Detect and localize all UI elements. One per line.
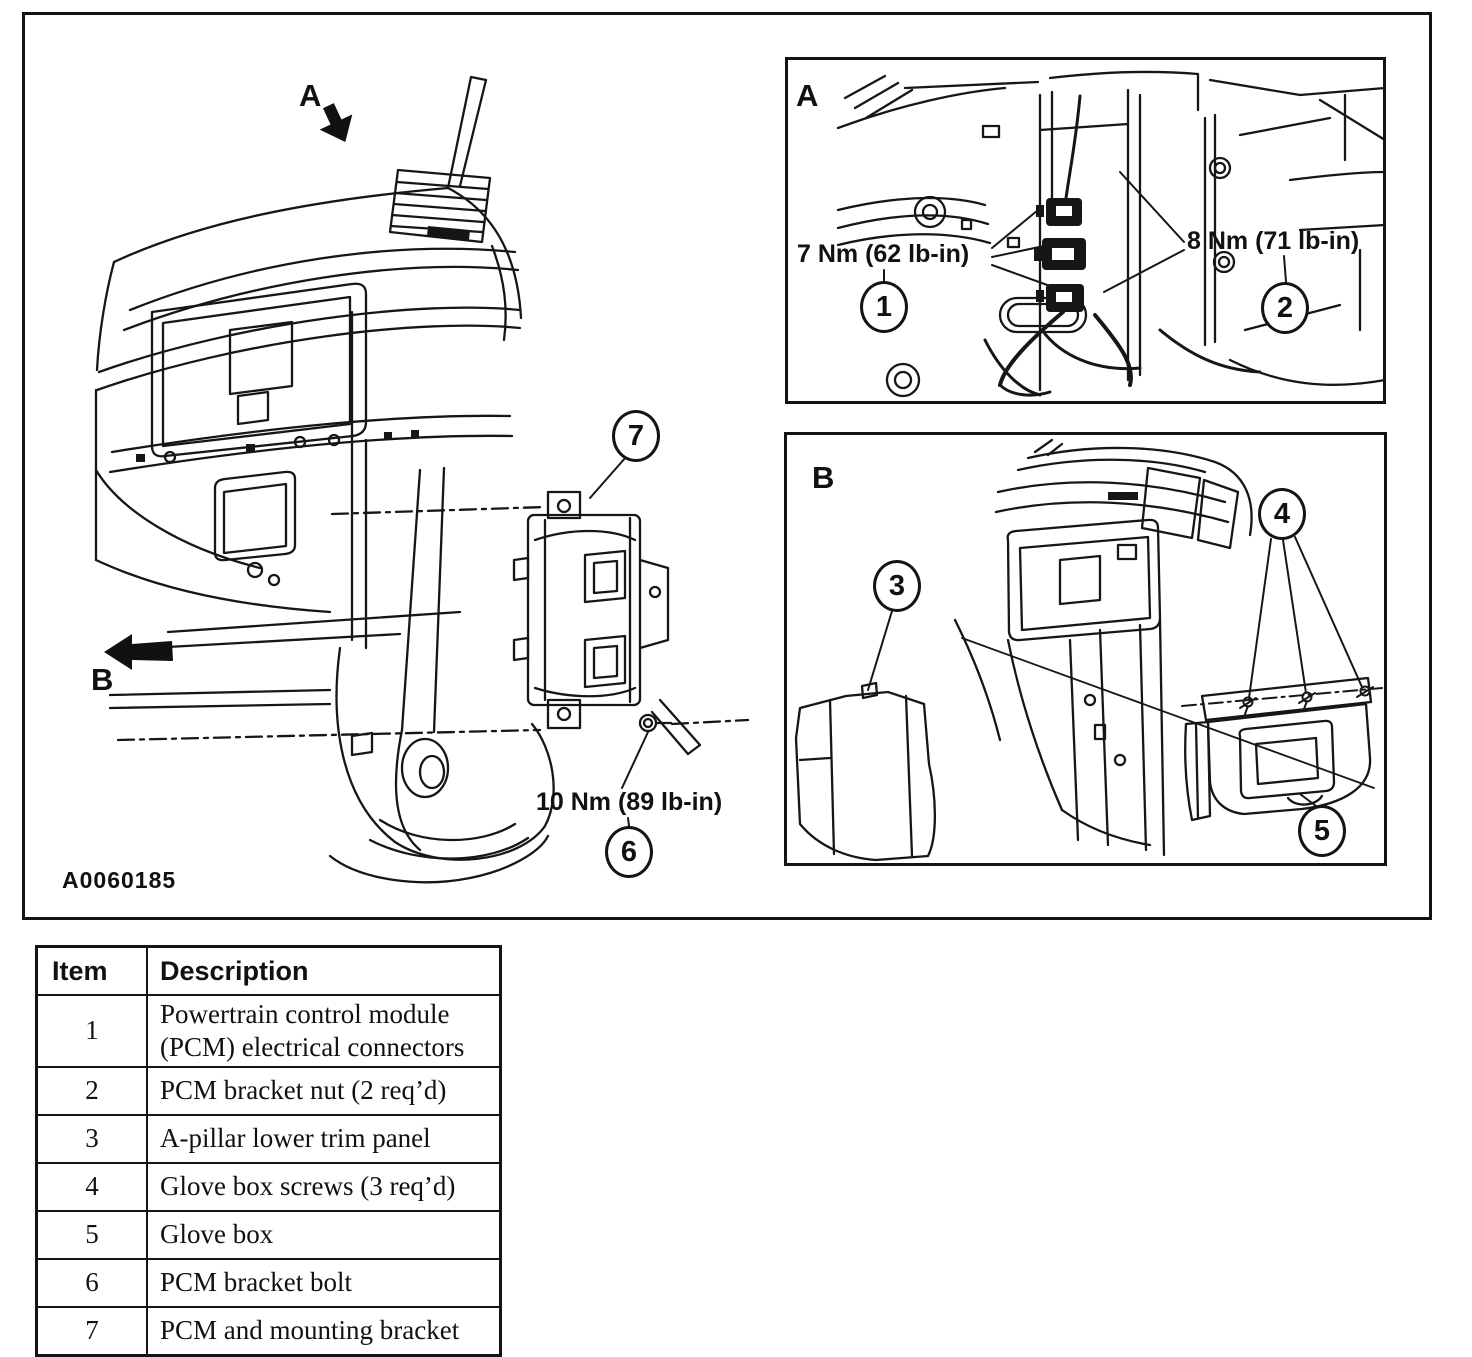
table-row [37, 1067, 501, 1115]
callout-7-pcm-bracket: 7 [612, 410, 660, 462]
item-description: Glove box screws (3 req’d) [147, 1163, 501, 1211]
item-description: PCM and mounting bracket [147, 1307, 501, 1356]
item-description: PCM bracket nut (2 req’d) [147, 1067, 501, 1115]
torque-label-connectors: 7 Nm (62 lb-in) [797, 240, 970, 268]
item-description: Powertrain control module (PCM) electrical connectors [147, 995, 501, 1067]
callout-4-glovebox-screws: 4 [1258, 488, 1306, 540]
item-description: Glove box [147, 1211, 501, 1259]
callout-5-glovebox: 5 [1298, 805, 1346, 857]
table-row [37, 1259, 501, 1307]
item-number: 2 [37, 1067, 148, 1115]
table-row [37, 1163, 501, 1211]
table-header-row [37, 947, 501, 996]
item-description: PCM bracket bolt [147, 1259, 501, 1307]
table-header-description: Description [147, 947, 501, 996]
table-row [37, 995, 501, 1067]
table-row [37, 1115, 501, 1163]
item-number: 6 [37, 1259, 148, 1307]
torque-label-pcm-bolt: 10 Nm (89 lb-in) [536, 788, 723, 816]
parts-table [35, 945, 502, 1357]
callout-3-apillar-trim: 3 [873, 560, 921, 612]
view-b-direction-arrow [104, 634, 173, 670]
table-row [37, 1307, 501, 1356]
callout-1-pcm-connectors: 1 [860, 281, 908, 333]
main-view-a-label: A [299, 78, 322, 113]
item-number: 3 [37, 1115, 148, 1163]
item-number: 1 [37, 995, 148, 1067]
item-description: A-pillar lower trim panel [147, 1115, 501, 1163]
figure-id-label: A0060185 [62, 867, 177, 893]
torque-label-bracket-nuts: 8 Nm (71 lb-in) [1187, 227, 1360, 255]
item-number: 5 [37, 1211, 148, 1259]
table-header-item: Item [37, 947, 148, 996]
inset-a-label: A [796, 78, 819, 113]
item-number: 7 [37, 1307, 148, 1356]
inset-b-label: B [812, 460, 835, 495]
callout-2-bracket-nut: 2 [1261, 282, 1309, 334]
main-view-b-label: B [91, 662, 114, 697]
callout-6-bracket-bolt: 6 [605, 826, 653, 878]
table-row [37, 1211, 501, 1259]
item-number: 4 [37, 1163, 148, 1211]
